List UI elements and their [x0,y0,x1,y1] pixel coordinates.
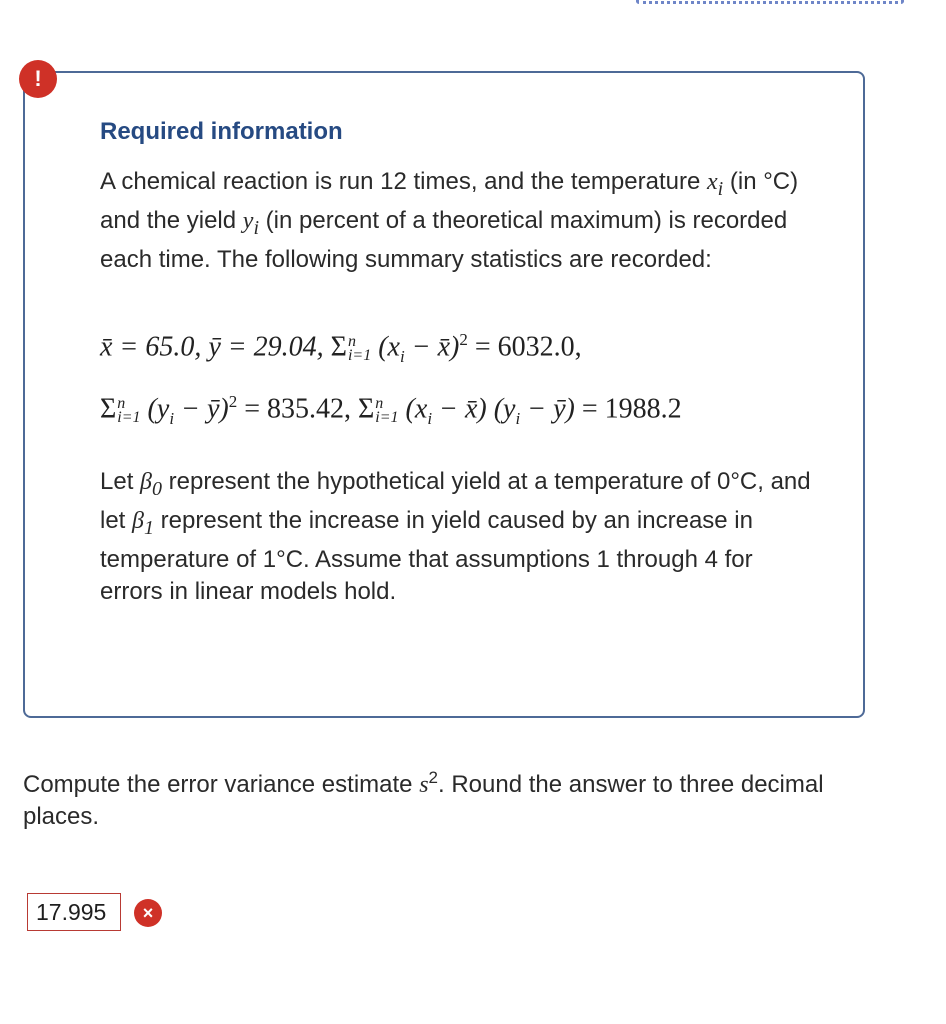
sum-limits [117,394,141,426]
sum-upper: n [375,394,384,412]
sum-term-sub: i [399,346,405,366]
statement-text: represent the increase in yield caused by an increase in temperature of 1°C. Assume that assumptions 1 through 4 for errors in linear models hold. [100,506,753,605]
sum-lower: i=1 [117,408,141,426]
top-tab-outline [636,0,904,4]
var-s: s [419,772,429,798]
answer-input[interactable]: 17.995 [27,893,121,931]
sum-term-exp: 2 [459,330,468,349]
sum-term: − x̄) (y [432,393,516,425]
beta0-sub: 0 [151,477,162,500]
sum-symbol: Σ [100,393,117,425]
sum-term-sub: i [169,408,175,428]
question-prompt [23,762,883,833]
statement-text: (in percent of a theoretical maximum) is recorded each time. The following summary statistics are recorded: [100,206,788,273]
sum-term: − ȳ) [174,393,229,425]
sum-limits [347,332,372,364]
summary-stats-line-1 [100,330,582,367]
sum-term: (x [371,331,400,363]
sum-symbol: Σ [358,393,375,425]
statement-text: A chemical reaction is run 12 times, and the temperature [100,168,707,195]
alert-icon: ! [19,60,57,98]
sum-term: (y [140,393,170,425]
var-x-sub: i [717,177,724,200]
incorrect-icon: × [134,899,162,927]
sum-limits [375,394,399,426]
statement-text: Let [100,468,141,495]
required-information-title: Required information [100,118,343,145]
sum-upper: n [347,332,356,350]
question-text: Compute the error variance estimate [23,771,420,798]
statement-text: represent the hypothetical yield at a temperature of 0°C, and let [100,468,811,534]
var-y-sub: i [253,216,259,239]
var-y: y [242,207,254,234]
ybar-value: ȳ = 29.04, [208,331,331,363]
sum-upper: n [117,394,126,412]
assumptions-statement [100,466,820,608]
beta1-sub: 1 [143,516,154,539]
summary-stats-line-2 [100,392,682,429]
sum-term-sub: i [515,408,521,428]
var-x: x [706,169,718,195]
problem-statement [100,166,800,276]
xbar-value: x̄ = 65.0, [100,331,209,363]
sum-term: − ȳ) [520,393,575,425]
syy-value: = 835.42, [237,393,358,425]
var-s-exp: 2 [428,768,438,787]
sum-lower: i=1 [375,408,399,426]
beta0-symbol: β [140,469,152,495]
question-text: . Round the answer to three decimal places. [23,771,824,830]
sum-term-exp: 2 [228,392,238,411]
sum-term: (x [398,393,428,425]
sum-symbol: Σ [330,331,347,363]
beta1-symbol: β [132,507,144,534]
statement-text: (in °C) and the yield [100,168,799,234]
sxx-value: = 6032.0, [467,331,582,363]
sum-term-sub: i [427,408,433,428]
sxy-value: = 1988.2 [574,393,682,425]
sum-lower: i=1 [347,346,372,364]
sum-term: − x̄) [404,331,460,363]
